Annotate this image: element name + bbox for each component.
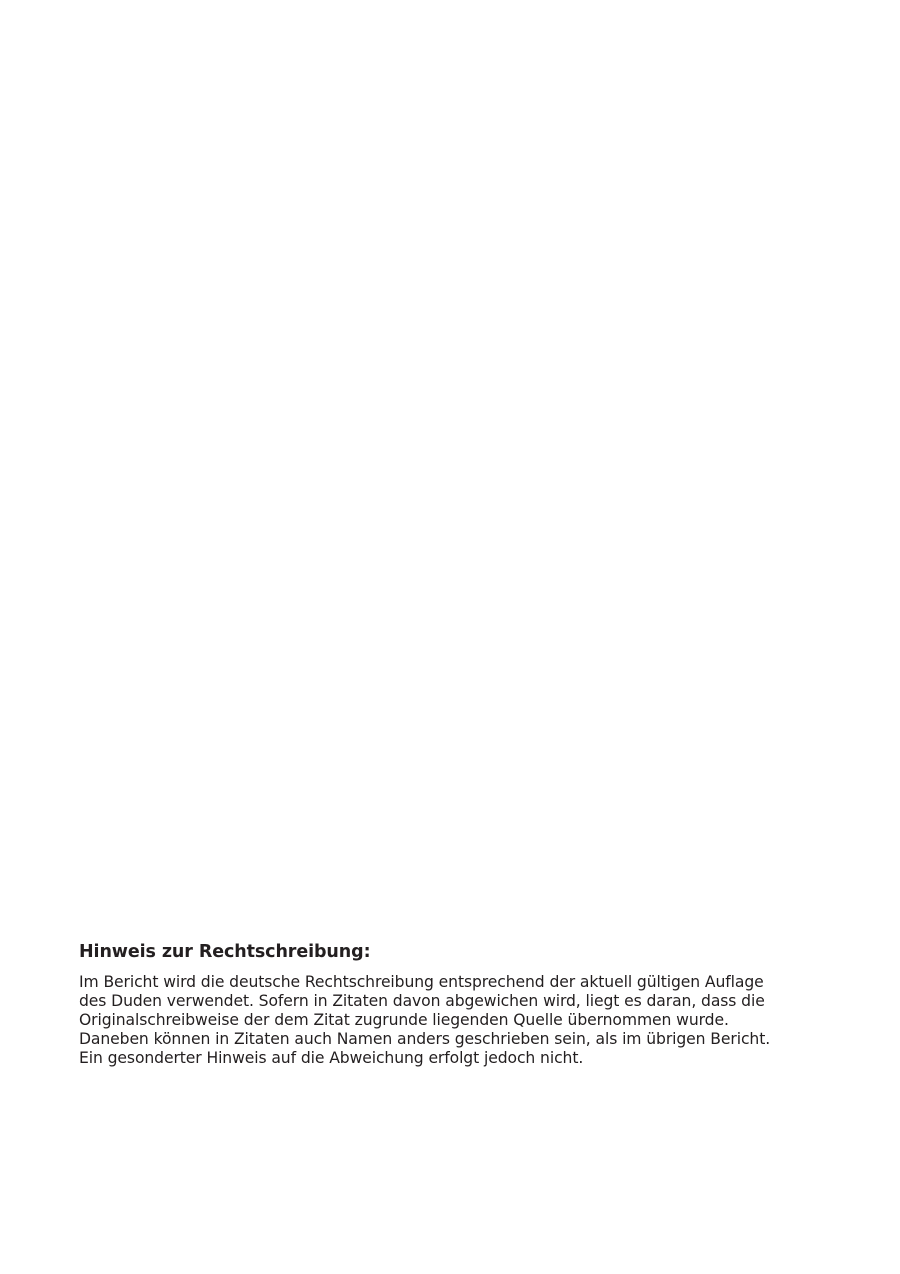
note-body — [79, 973, 839, 1068]
note-heading: Hinweis zur Rechtschreibung: — [79, 942, 371, 962]
note-line: Daneben können in Zitaten auch Namen anders geschrieben sein, als im übrigen Bericht. — [79, 1030, 771, 1048]
note-line: Im Bericht wird die deutsche Rechtschreibung entsprechend der aktuell gültigen Auflage — [79, 973, 764, 991]
note-line: des Duden verwendet. Sofern in Zitaten davon abgewichen wird, liegt es daran, dass die — [79, 992, 765, 1010]
note-line: Ein gesonderter Hinweis auf die Abweichung erfolgt jedoch nicht. — [79, 1049, 584, 1067]
spelling-note — [79, 940, 839, 1068]
note-line: Originalschreibweise der dem Zitat zugrunde liegenden Quelle übernommen wurde. — [79, 1011, 729, 1029]
